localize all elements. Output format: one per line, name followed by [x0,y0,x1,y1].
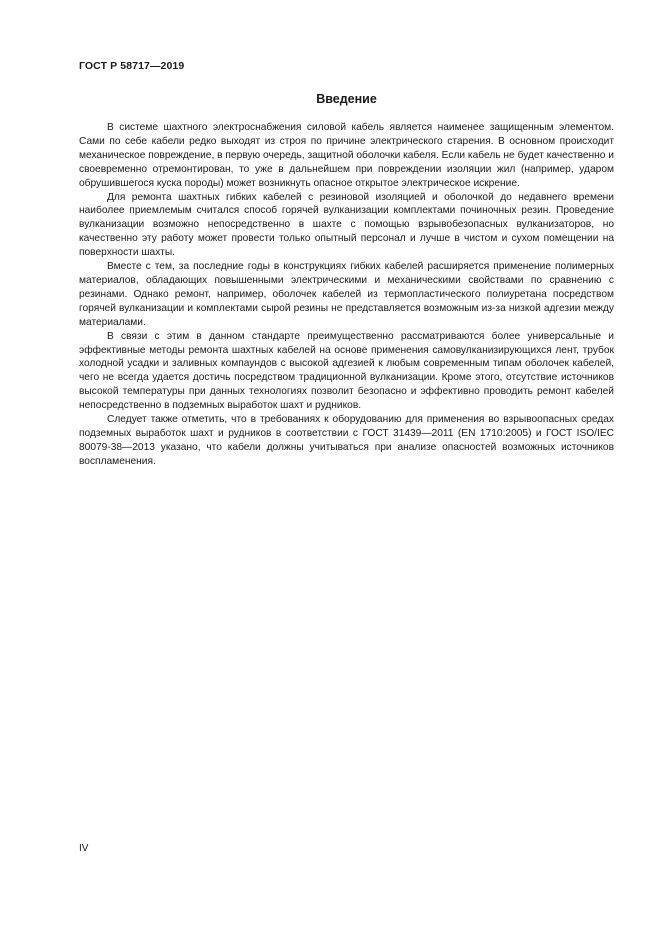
paragraph: Следует также отметить, что в требованиях к оборудованию для применения во взрывоопасных средах подземных выработок шахт и рудников в соответствии с ГОСТ 31439—2011 (EN 1710:2005) и ГОСТ ISO/IEC 80079-38—2013 указано, что кабели должны учитываться при анализе опасностей возможных источников воспламенения. [79,414,614,467]
document-header-id: ГОСТ Р 58717—2019 [79,60,185,72]
document-body [79,121,614,469]
section-title: Введение [316,92,377,106]
paragraph: Для ремонта шахтных гибких кабелей с резиновой изоляцией и оболочкой до недавнего времени наиболее приемлемым считался способ горячей вулканизации комплектами починочных резин. Проведение вулканизации возможно непосредственно в шахте с помощью взрывобезопасных вулканизаторов, но качественно эту работу может провести только опытный персонал и лучше в чистом и сухом помещении на поверхности шахты. [79,191,614,259]
paragraph: В системе шахтного электроснабжения силовой кабель является наименее защищенным элементом. Сами по себе кабели редко выходят из строя по причине электрического старения. В основном происходит механическое повреждение, в первую очередь, защитной оболочки кабеля. Если кабель не будет качественно и своевременно отремонтирован, то уже в дальнейшем при повреждении изоляции жил (например, ударом обрушившегося куска породы) может возникнуть опасное открытое электрическое искрение. [79,122,614,189]
page-number: IV [79,843,89,854]
paragraph: Вместе с тем, за последние годы в конструкциях гибких кабелей расширяется применение полимерных материалов, обладающих повышенными электрическими и механическими свойствами по сравнению с резинами. Однако ремонт, например, оболочек кабелей из термопластического полиуретана посредством горячей вулканизации и комплектами сырой резины не представляется возможным из-за низкой адгезии между материалами. [79,261,614,328]
paragraph: В связи с этим в данном стандарте преимущественно рассматриваются более универсальные и эффективные методы ремонта шахтных кабелей на основе применения самовулканизирующихся лент, трубок холодной усадки и заливных компаундов с высокой адгезией к любым современным типам оболочек кабелей, чего не всегда удается достичь посредством традиционной вулканизации. Кроме этого, отсутствие источников высокой температуры при данных технологиях позволит безопасно и эффективно проводить ремонт кабелей непосредственно в подземных выработок шахт и рудников. [79,330,614,412]
